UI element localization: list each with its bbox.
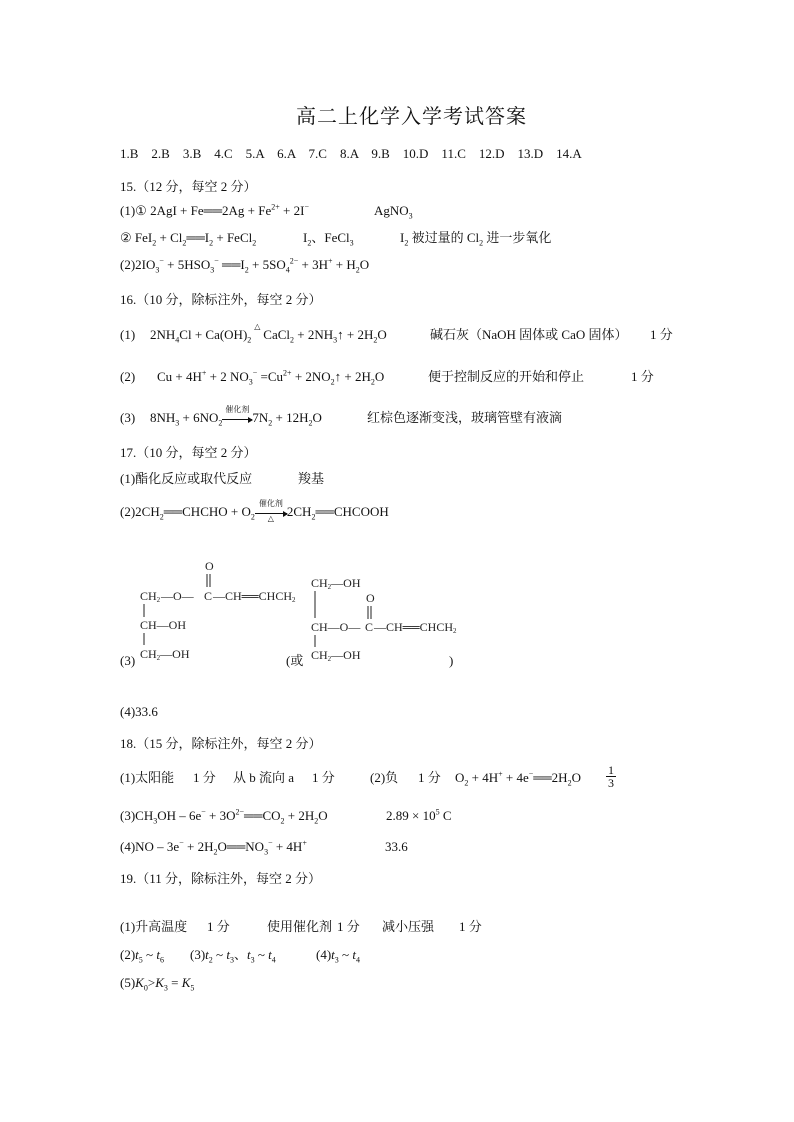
q17-answer4: (4)33.6 <box>120 704 158 719</box>
q19-answer2: $(2)t_5$ ~ $t_6$ <box>120 947 164 965</box>
q17-answer1: (1)酯化反应或取代反应 <box>120 471 253 486</box>
q15-line3: $(2)2IO_3^- + 5HSO_3^-$ $══I_2 + 5SO_4^{2-} + 3H^+ + H_2O$ <box>120 256 370 275</box>
svg-text:—CH══CHCH2: —CH══CHCH2 <box>374 620 457 635</box>
q18-answer-direction: 从 b 流向 a <box>233 770 295 785</box>
q17-struct-label: (3) <box>120 653 136 668</box>
svg-text:CH2: CH2 <box>140 589 161 604</box>
q16-points1: 1 分 <box>650 327 673 342</box>
q18-answer4: 33.6 <box>385 839 408 854</box>
q15-answer-agno3: AgNO$_3$ <box>374 203 413 221</box>
structure-1 <box>140 559 296 662</box>
q18-points1a: 1 分 <box>193 770 216 785</box>
svg-text:CH—O—: CH—O— <box>311 620 361 634</box>
svg-text:O: O <box>366 591 375 605</box>
q19-answer1c: 减小压强 <box>382 919 435 934</box>
q16-num3: (3) <box>120 410 136 425</box>
q17-answer-carboxyl: 羧基 <box>298 471 325 486</box>
q16-answer-observation: 红棕色逐渐变浅，玻璃管壁有液滴 <box>367 410 563 425</box>
q16-points2: 1 分 <box>631 369 654 384</box>
svg-text:C: C <box>365 620 374 634</box>
q16-equation2: Cu + 4H+ + 2 $NO_3^- =Cu^{2+}$ + $2NO_2↑ + 2H_2O$ <box>157 368 385 387</box>
q19-points1b: 1 分 <box>337 919 360 934</box>
multiple-choice-answers: 1.B 2.B 3.B 4.C 5.A 6.A 7.C 8.A 9.B 10.D 11.C 12.D 13.D 14.A <box>120 146 582 161</box>
q19-points1c: 1 分 <box>459 919 482 934</box>
structure-2 <box>311 576 457 663</box>
svg-text:—O—: —O— <box>161 589 194 603</box>
svg-text:—CH══CHCH2: —CH══CHCH2 <box>213 589 296 604</box>
q18-answer1: (1)太阳能 <box>120 770 175 785</box>
svg-text:C: C <box>204 589 213 603</box>
q16-answer-desiccant: 碱石灰（NaOH 固体或 CaO 固体） <box>430 327 628 342</box>
q19-points1a: 1 分 <box>207 919 230 934</box>
svg-text:CH2—OH: CH2—OH <box>311 648 361 663</box>
q19-header: 19.（11 分，除标注外，每空 2 分） <box>120 871 322 886</box>
page-title: 高二上化学入学考试答案 <box>296 106 527 128</box>
q16-answer-control: 便于控制反应的开始和停止 <box>428 369 585 384</box>
q19-answer3: $(3)t_2$ ~ $t_3$、$t_3$ ~ $t_4$ <box>190 947 276 965</box>
q16-equation1: $2NH_4Cl + Ca(OH)_2$ △ CaCl$_2$ + $2NH_3↑ + 2H_2O$ <box>150 322 387 345</box>
q16-header: 16.（10 分，除标注外，每空 2 分） <box>120 292 322 307</box>
q18-answer2: (2)负 <box>370 770 399 785</box>
q15-header: 15.（12 分，每空 2 分） <box>120 179 257 194</box>
q19-answer1b: 使用催化剂 <box>267 919 333 934</box>
q18-equation3: $(3)CH_3OH - 6e^-$ + $3O^{2-}══CO_2 + 2H_2O$ <box>120 807 328 826</box>
q19-answer1a: (1)升高温度 <box>120 919 188 934</box>
q18-header: 18.（15 分，除标注外，每空 2 分） <box>120 736 322 751</box>
q15-line1: (1)① 2AgI + Fe══2Ag + $Fe^{2+} + 2I^-$ <box>120 202 309 218</box>
q18-equation4: $(4)NO - 3e^- + 2H_2O══NO_3^- + 4H^+$ <box>120 838 307 857</box>
q18-points2: 1 分 <box>418 770 441 785</box>
svg-text:CH—OH: CH—OH <box>140 618 187 632</box>
q15-answer-oxidation: $I_2$ 被过量的 $Cl_2$ 进一步氧化 <box>400 230 552 248</box>
q18-points1b: 1 分 <box>312 770 335 785</box>
q17-equation2: $(2)2CH_2══CHCHO + O_2$ 催化剂 △ $2CH_2══CHCOOH$ <box>120 499 389 524</box>
q17-alt-close: ) <box>449 653 454 668</box>
q15-line2: ② $FeI_2 + Cl_2══I_2$ + FeCl$_2$ <box>120 230 257 248</box>
q16-num2: (2) <box>120 369 136 384</box>
svg-text:O: O <box>205 559 214 573</box>
q18-answer-charge: $2.89 \times 10^5$ C <box>386 807 452 823</box>
q15-answer-i2-fecl3: $I_2$、FeCl$_3$ <box>303 230 354 248</box>
q18-fraction: $\frac{1}{3}$ <box>608 763 614 790</box>
q16-num1: (1) <box>120 327 136 342</box>
q16-equation3: $8NH_3 + 6NO_2$ 催化剂 $7N_2 + 12H_2O$ <box>150 405 322 428</box>
q17-alt-open: (或 <box>286 653 304 668</box>
q17-header: 17.（10 分，每空 2 分） <box>120 445 257 460</box>
q19-answer5: $(5)K_0>K_3 = K_5$ <box>120 975 195 993</box>
q19-answer4: $(4)t_3$ ~ $t_4$ <box>316 947 360 965</box>
q18-equation-cathode: $O_2 + 4H^+$ + $4e^-══2H_2O$ <box>455 769 581 788</box>
svg-text:CH2—OH: CH2—OH <box>140 647 190 662</box>
svg-text:CH2—OH: CH2—OH <box>311 576 361 591</box>
